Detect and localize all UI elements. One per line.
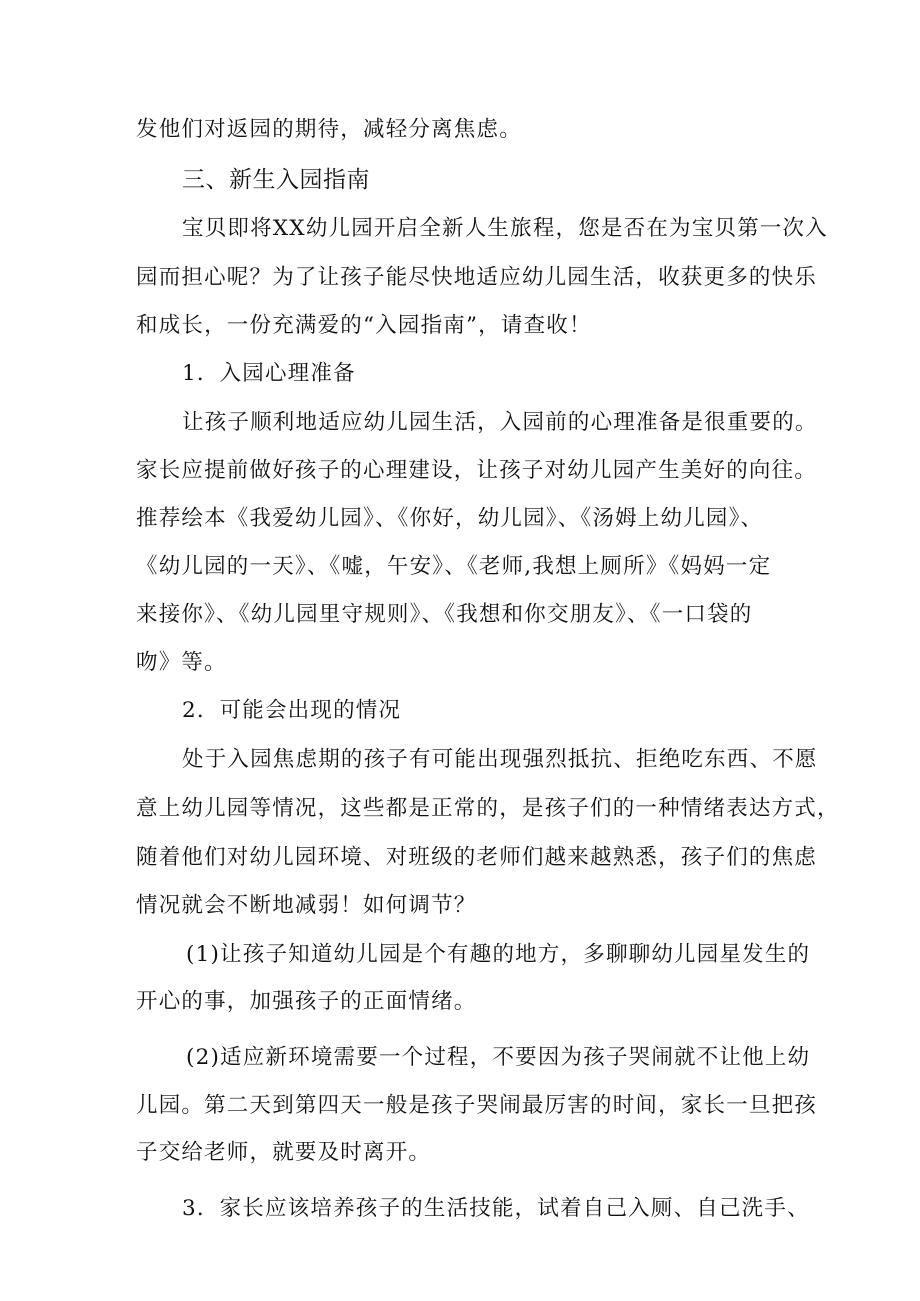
paragraph-line: 处于入园焦虑期的孩子有可能出现强烈抵抗、拒绝吃东西、不愿 (182, 747, 818, 772)
paragraph-line: 意上幼儿园等情况，这些都是正常的，是孩子们的一种情绪表达方式， (136, 796, 840, 821)
subsection-heading: 3．家长应该培养孩子的生活技能，试着自己入厕、自己洗手、 (182, 1196, 810, 1221)
list-item-line: 子交给老师，就要及时离开。 (136, 1140, 432, 1165)
paragraph-line: 让孩子顺利地适应幼儿园生活，入园前的心理准备是很重要的。 (182, 410, 818, 435)
subsection-heading: 2．可能会出现的情况 (182, 698, 402, 723)
section-heading: 三、新生入园指南 (182, 167, 370, 193)
paragraph-line: 和成长，一份充满爱的“入园指南”，请查收！ (136, 313, 592, 338)
paragraph-line: 情况就会不断地减弱！如何调节？ (136, 893, 477, 918)
list-item-line: (2)适应新环境需要一个过程，不要因为孩子哭闹就不让他上幼 (186, 1045, 811, 1070)
list-item-line: (1)让孩子知道幼儿园是个有趣的地方，多聊聊幼儿园星发生的 (186, 942, 811, 967)
paragraph-line: 来接你》、《幼儿园里守规则》、《我想和你交朋友》、《一口袋的 (136, 602, 753, 627)
paragraph-line: 推荐绘本《我爱幼儿园》、《你好，幼儿园》、《汤姆上幼儿园》、 (136, 506, 764, 531)
paragraph-line: 家长应提前做好孩子的心理建设，让孩子对幼儿园产生美好的向往。 (136, 458, 818, 483)
paragraph-line: 随着他们对幼儿园环境、对班级的老师们越来越熟悉，孩子们的焦虑 (136, 845, 818, 870)
list-item-line: 开心的事，加强孩子的正面情绪。 (136, 989, 477, 1014)
paragraph-line: 吻》等。 (136, 650, 227, 675)
paragraph-line: 发他们对返园的期待，减轻分离焦虑。 (136, 117, 522, 142)
paragraph-line: 《幼儿园的一天》、《嘘，午安》、《老师,我想上厕所》《妈妈一定 (136, 554, 772, 579)
list-item-line: 儿园。第二天到第四天一般是孩子哭闹最厉害的时间，家长一旦把孩 (136, 1093, 818, 1118)
paragraph-line: 园而担心呢？为了让孩子能尽快地适应幼儿园生活，收获更多的快乐 (136, 265, 818, 290)
paragraph-line: 宝贝即将XX幼儿园开启全新人生旅程，您是否在为宝贝第一次入 (182, 216, 828, 241)
subsection-heading: 1．入园心理准备 (182, 361, 356, 386)
